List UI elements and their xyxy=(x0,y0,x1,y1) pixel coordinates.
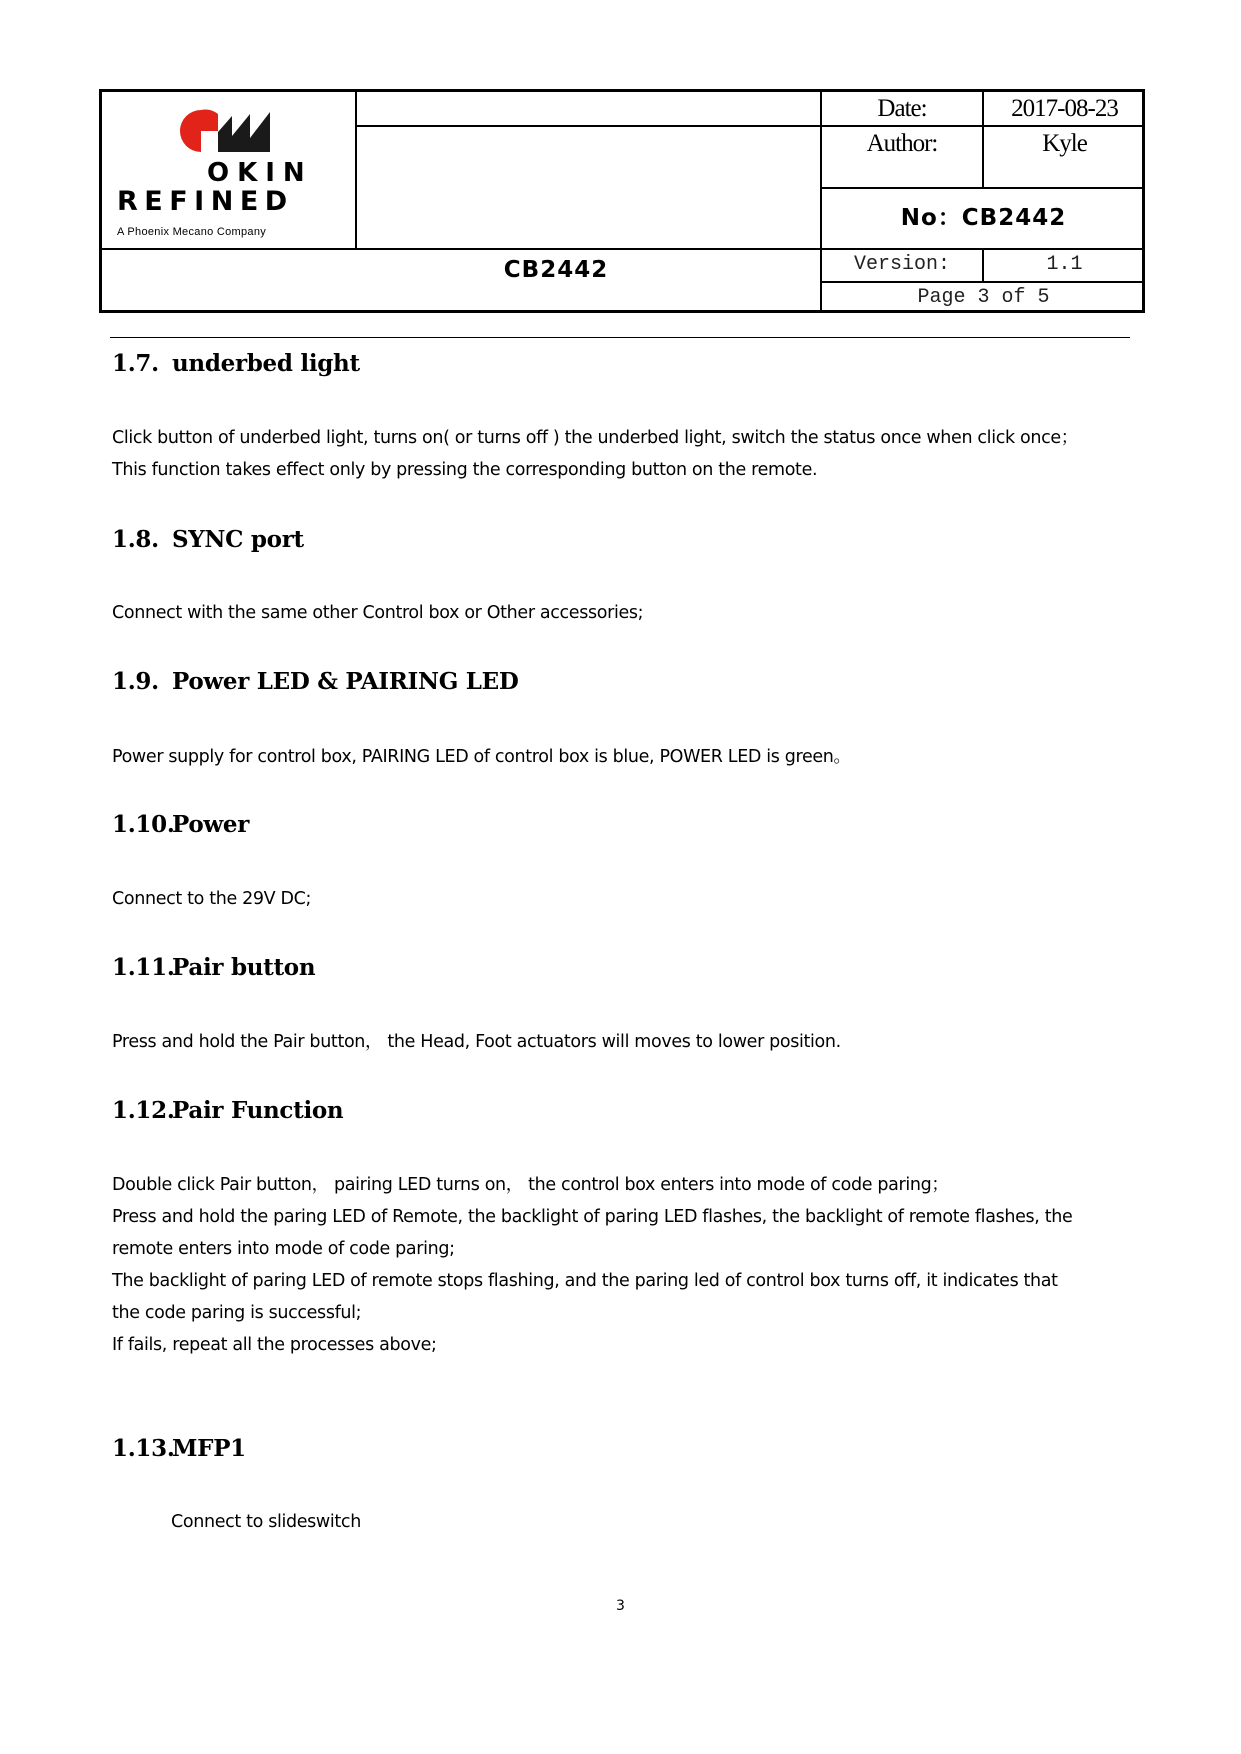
section-number: 1.12. xyxy=(112,1097,175,1124)
body-line: Connect with the same other Control box or Other accessories; xyxy=(112,603,644,623)
section-body xyxy=(112,1169,1132,1361)
company-logo xyxy=(102,92,357,250)
logo-refined-text: REFINED xyxy=(117,186,294,217)
version-value: 1.1 xyxy=(1046,253,1083,276)
document-header-table xyxy=(99,89,1145,313)
okin-logo-mark-icon xyxy=(174,108,290,154)
section-title: Power xyxy=(172,811,250,838)
section-number: 1.8. xyxy=(112,526,159,553)
section-heading xyxy=(112,811,249,838)
section-body xyxy=(112,422,1132,486)
section-title: underbed light xyxy=(172,350,360,377)
section-body xyxy=(112,597,1132,629)
page-indicator: Page 3 of 5 xyxy=(917,286,1050,309)
body-line: Press and hold the paring LED of Remote, the backlight of paring LED flashes, the backlight of remote flashes, the xyxy=(112,1207,1073,1227)
section-heading xyxy=(112,954,315,981)
body-line: If fails, repeat all the processes above; xyxy=(112,1335,437,1355)
section-title: Power LED & PAIRING LED xyxy=(172,668,519,695)
section-heading xyxy=(112,1097,343,1124)
section-body xyxy=(171,1506,1191,1538)
section-number: 1.9. xyxy=(112,668,159,695)
section-number: 1.7. xyxy=(112,350,159,377)
date-label: Date: xyxy=(877,95,927,122)
body-line: Connect to the 29V DC; xyxy=(112,889,312,909)
section-title: Pair Function xyxy=(172,1097,344,1124)
header-divider xyxy=(110,337,1130,338)
page-number: 3 xyxy=(616,1598,625,1614)
section-heading xyxy=(112,526,304,553)
section-heading xyxy=(112,1435,246,1462)
section-number: 1.13. xyxy=(112,1435,175,1462)
section-number: 1.11. xyxy=(112,954,175,981)
body-line: remote enters into mode of code paring; xyxy=(112,1239,455,1259)
section-body xyxy=(112,883,1132,915)
section-heading xyxy=(112,350,360,377)
body-line: Press and hold the Pair button， the Head, Foot actuators will moves to lower position. xyxy=(112,1032,841,1052)
author-value: Kyle xyxy=(1042,130,1087,157)
document-title: CB2442 xyxy=(503,257,609,283)
section-number: 1.10. xyxy=(112,811,175,838)
version-label: Version: xyxy=(853,253,950,276)
body-line: Click button of underbed light, turns on( or turns off ) the underbed light, switch the status once when click once； xyxy=(112,428,1078,448)
date-value: 2017-08-23 xyxy=(1011,95,1118,122)
document-number: No：CB2442 xyxy=(900,205,1067,231)
section-body xyxy=(112,1026,1132,1058)
section-title: Pair button xyxy=(172,954,316,981)
body-line: Connect to slideswitch xyxy=(171,1512,361,1532)
section-title: SYNC port xyxy=(172,526,304,553)
section-heading xyxy=(112,668,519,695)
body-line: the code paring is successful; xyxy=(112,1303,362,1323)
logo-okin-text: OKIN xyxy=(207,158,313,188)
body-line: Double click Pair button， pairing LED turns on， the control box enters into mode of code paring； xyxy=(112,1175,949,1195)
section-title: MFP1 xyxy=(172,1435,246,1462)
body-line: Power supply for control box, PAIRING LED of control box is blue, POWER LED is green。 xyxy=(112,747,851,767)
body-line: This function takes effect only by pressing the corresponding button on the remote. xyxy=(112,460,818,480)
logo-subtitle: A Phoenix Mecano Company xyxy=(117,226,267,238)
section-body xyxy=(112,741,1132,773)
author-label: Author: xyxy=(866,130,938,157)
body-line: The backlight of paring LED of remote stops flashing, and the paring led of control box turns off, it indicates that xyxy=(112,1271,1058,1291)
